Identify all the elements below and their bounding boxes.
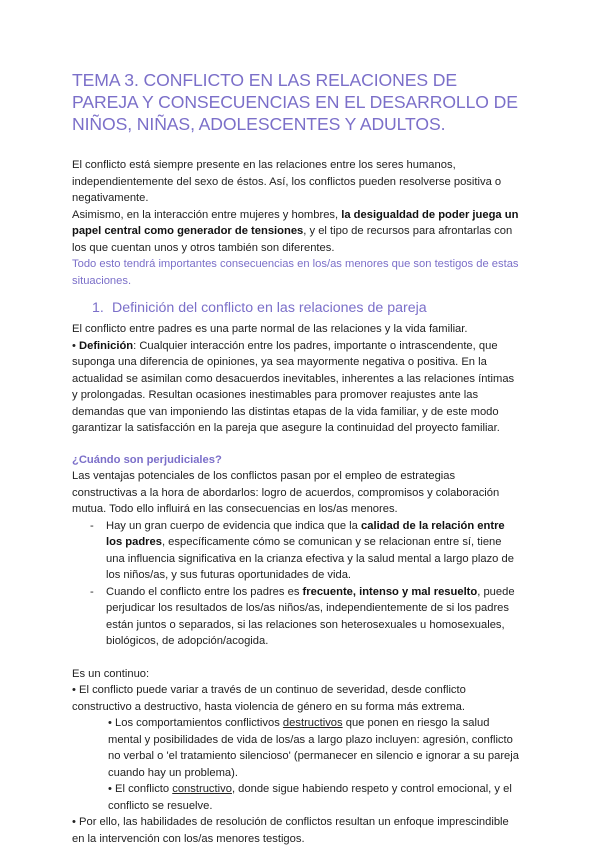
list-item: - Hay un gran cuerpo de evidencia que indica que la calidad de la relación entre los padres, específicamente cómo se comunican y se relacionan entre sí, tiene una influencia significativa en la crianza efectiva y la salud mental a largo plazo de los niños/as, y sus futuras oportunidades de vida.: [90, 519, 514, 582]
continuo-bullet-2: • Por ello, las habilidades de resolución de conflictos resultan un enfoque imprescindible en la intervención con los/as menores testigos.: [72, 816, 509, 845]
list-item: - Cuando el conflicto entre los padres es frecuente, intenso y mal resuelto, puede perjudicar los resultados de los/as niños/as, independientemente de si los padres están juntos o separados, si las relaciones son heterosexuales u homosexuales, biológicos, de adopción/acogida.: [90, 585, 515, 648]
perjudiciales-heading: ¿Cuándo son perjudiciales?: [72, 453, 222, 466]
document-title: TEMA 3. CONFLICTO EN LAS RELACIONES DE PAREJA Y CONSECUENCIAS EN EL DESARROLLO DE NIÑOS, NIÑAS, ADOLESCENTES Y ADULTOS.: [72, 70, 518, 134]
intro-bold-text: la desigualdad de poder juega un papel central como generador de tensiones: [72, 208, 519, 238]
definition-label: Definición: [79, 339, 134, 352]
section-1-paragraph: El conflicto entre padres es una parte normal de las relaciones y la vida familiar.: [72, 323, 468, 336]
continuo-sub-bullet-1: • Los comportamientos conflictivos destructivos que ponen en riesgo la salud mental y posibilidades de vida de los/as a largo plazo incluyen: agresión, conflicto no verbal o 'el tratamiento silencioso' (permanecer en silencio e ignorar a su pareja cuando hay un problema).: [108, 717, 519, 779]
definition-paragraph: • Definición: Cualquier interacción entre los padres, importante o intrascendente, que suponga una diferencia de opiniones, ya sea mayormente negativa o positiva. En la actualidad se asimilan como desacuerdos inevitables, inherentes a las relaciones íntimas y prolongadas. Resultan ocasiones inestimables para promover reajustes ante las demandas que van imponiendo las distintas etapas de la vida familiar, y de este modo garantizar la satisfacción en la pareja que asegure la continuidad del proyecto familiar.: [72, 339, 515, 435]
intro-paragraph-1: El conflicto está siempre presente en las relaciones entre los seres humanos, independientemente del sexo de éstos. Así, los conflictos pueden resolverse positiva o negativamente.: [72, 159, 502, 205]
intro-paragraph-3: Todo esto tendrá importantes consecuencias en los/as menores que son testigos de estas situaciones.: [72, 258, 519, 287]
perjudiciales-paragraph: Las ventajas potenciales de los conflictos pasan por el empleo de estrategias constructivas a la hora de abordarlos: logro de acuerdos, compromisos y colaboración mutua. Todo ello influirá en las consecuencias en los/as menores.: [72, 470, 500, 516]
perjudiciales-list: [72, 518, 520, 650]
continuo-bullet-1: • El conflicto puede variar a través de un continuo de severidad, desde conflicto constructivo a destructivo, hasta violencia de género en su forma más extrema.: [72, 684, 466, 713]
continuo-intro: Es un continuo:: [72, 667, 150, 680]
document-page: [72, 70, 520, 847]
continuo-sub-bullet-2: • El conflicto constructivo, donde sigue habiendo respeto y control emocional, y el conflicto se resuelve.: [108, 783, 512, 812]
intro-paragraph-2: Asimismo, en la interacción entre mujeres y hombres, la desigualdad de poder juega un papel central como generador de tensiones, y el tipo de recursos para afrontarlas con los que cuentan unos y otros también son diferentes.: [72, 208, 519, 254]
section-1-heading: 1. Definición del conflicto en las relaciones de pareja: [92, 300, 427, 317]
